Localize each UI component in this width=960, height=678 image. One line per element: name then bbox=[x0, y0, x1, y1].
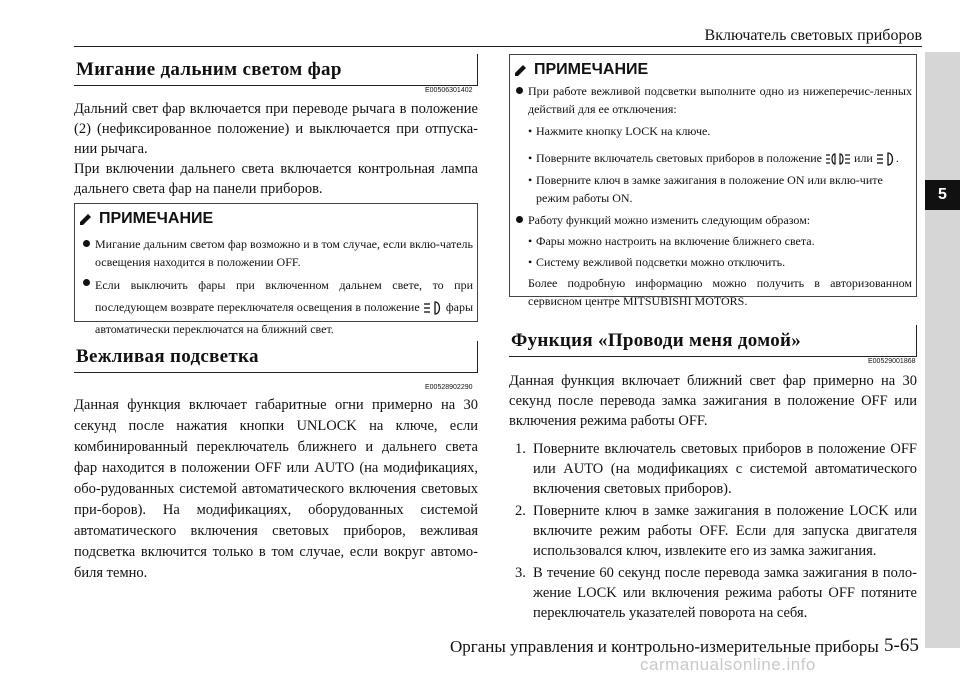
section-title: Вежливая подсветка bbox=[76, 346, 259, 367]
note-subitem: • Нажмите кнопку LOCK на ключе. bbox=[528, 124, 711, 138]
note-subitem: • Фары можно настроить на включение ближнего света. bbox=[528, 234, 815, 248]
paragraph: Дальний свет фар включается при переводе рычага в положение (2) (нефиксированное положение) и выключается при отпуска-нии рычага. bbox=[74, 101, 478, 157]
steps-list bbox=[515, 439, 917, 625]
step-item: 1. Поверните включатель световых приборов в положение OFF или AUTO (на модификациях с системой автоматического включения световых приборов). bbox=[515, 441, 917, 497]
note-item: Работу функций можно изменить следующим образом: bbox=[514, 211, 912, 229]
section-body bbox=[509, 371, 917, 431]
paragraph: Данная функция включает габаритные огни примерно на 30 секунд после нажатия кнопки UNLOCK на ключе, если комбинированный переключатель ближнего и дальнего света фар находится в положении OFF или AUTO (на модификациях, обо-рудованных системой автоматического включения световых при-боров). На модификациях, оборудованных системой автоматического включения световых приборов, вежливая подсветка включится только в том случае, если вокруг автомо-биля темно. bbox=[74, 397, 478, 581]
section-body bbox=[74, 99, 478, 199]
chapter-sidebar bbox=[925, 52, 960, 648]
step-item: 2. Поверните ключ в замке зажигания в положение LOCK или включите режим работы OFF. Если для запуска двигателя использовался ключ, извлеките его из замка зажигания. bbox=[515, 503, 917, 559]
header-rule bbox=[74, 46, 922, 47]
note-subitem: • Систему вежливой подсветки можно отключить. bbox=[528, 255, 786, 269]
section-heading-follow-me-home bbox=[509, 325, 917, 357]
note-subitem: • Поверните включатель световых приборов в положение или . bbox=[528, 151, 899, 165]
note-title: ПРИМЕЧАНИЕ bbox=[514, 61, 648, 79]
pencil-icon bbox=[514, 63, 528, 77]
paragraph: Данная функция включает ближний свет фар примерно на 30 секунд после перевода замка зажигания в положение OFF или включения режима работы OFF. bbox=[509, 373, 917, 429]
section-title: Функция «Проводи меня домой» bbox=[511, 330, 802, 351]
note-body bbox=[81, 235, 473, 340]
note-title: ПРИМЕЧАНИЕ bbox=[79, 210, 213, 228]
low-beam-icon bbox=[423, 301, 443, 315]
note-item: При работе вежливой подсветки выполните одно из нижеперечис-ленных действий для ее отключения: bbox=[514, 82, 912, 118]
parking-light-icon bbox=[825, 152, 851, 166]
running-header: Включатель световых приборов bbox=[704, 27, 922, 44]
pencil-icon bbox=[79, 212, 93, 226]
section-code: E00529001868 bbox=[868, 358, 916, 365]
section-body bbox=[74, 395, 478, 584]
note-box bbox=[509, 54, 917, 308]
section-code: E00506301402 bbox=[425, 87, 473, 94]
note-item: Мигание дальним светом фар возможно и в том случае, если вклю-чатель освещения находится в положении OFF. bbox=[81, 235, 473, 271]
note-item: Если выключить фары при включенном дальнем свете, то при последующем возврате переключателя освещения в положение фары автоматически переключатся на ближний свет. bbox=[81, 274, 473, 340]
paragraph: При включении дальнего света включается контрольная лампа дальнего света фар на панели приборов. bbox=[74, 161, 478, 197]
page-number: 5-65 bbox=[884, 635, 919, 656]
note-more-info: Более подробную информацию можно получить в авторизованном сервисном центре MITSUBISHI MOTORS. bbox=[528, 276, 912, 308]
step-item: 3. В течение 60 секунд после перевода замка зажигания в поло-жение LOCK или включения режима работы OFF потяните переключатель указателей поворота на себя. bbox=[515, 565, 917, 621]
section-code: E00528902290 bbox=[425, 384, 473, 391]
note-body bbox=[514, 82, 912, 310]
note-box bbox=[74, 203, 478, 336]
watermark: carmanualsonline.info bbox=[640, 655, 816, 674]
section-heading-high-beam-flash bbox=[74, 54, 478, 86]
chapter-tab: 5 bbox=[925, 180, 960, 210]
note-subitem: • Поверните ключ в замке зажигания в положение ON или вклю-чите режим работы ON. bbox=[528, 173, 883, 205]
section-heading-courtesy-light bbox=[74, 341, 478, 373]
low-beam-icon bbox=[876, 152, 896, 166]
footer-section-title: Органы управления и контрольно-измерительные приборы bbox=[450, 637, 879, 656]
section-title: Мигание дальним светом фар bbox=[76, 59, 342, 80]
